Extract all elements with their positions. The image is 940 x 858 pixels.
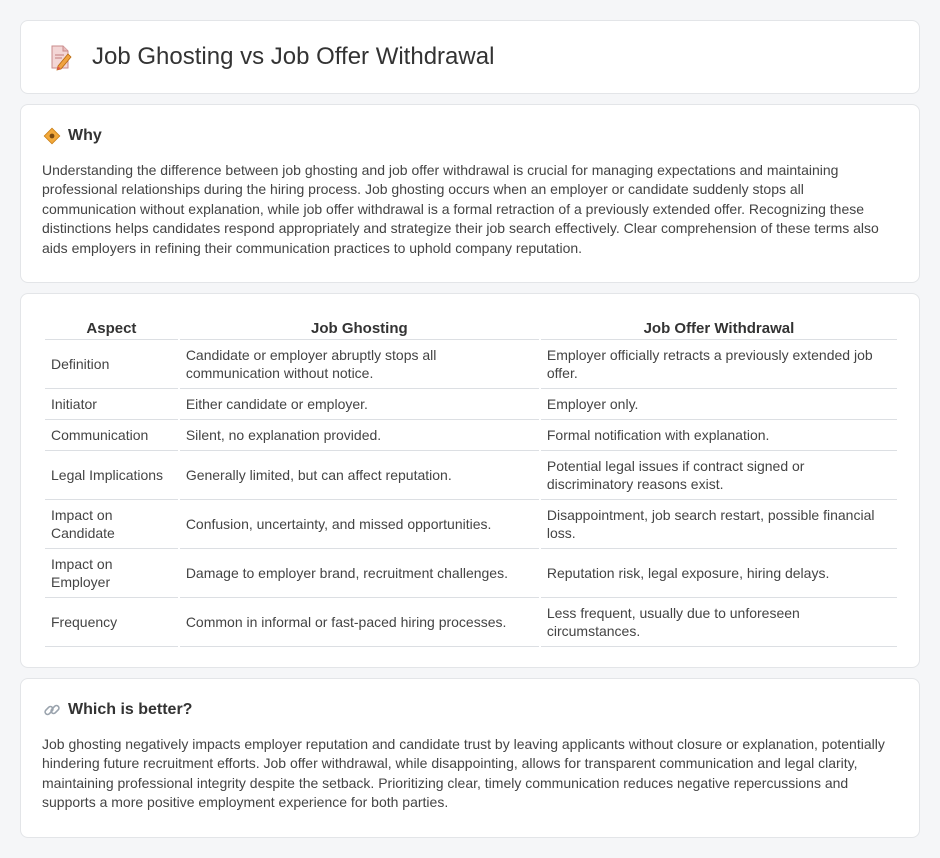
row-withdrawal: Potential legal issues if contract signed or discriminatory reasons exist. [541, 451, 897, 500]
row-aspect: Communication [45, 420, 178, 451]
row-withdrawal: Employer officially retracts a previously extended job offer. [541, 340, 897, 389]
table-row [45, 420, 897, 451]
why-heading [21, 105, 919, 145]
table-row [45, 451, 897, 500]
row-withdrawal: Disappointment, job search restart, possible financial loss. [541, 500, 897, 549]
table-row [45, 500, 897, 549]
row-aspect: Legal Implications [45, 451, 178, 500]
comparison-table [43, 314, 899, 647]
row-aspect: Impact on Candidate [45, 500, 178, 549]
row-withdrawal: Formal notification with explanation. [541, 420, 897, 451]
table-row [45, 389, 897, 420]
header-job-ghosting: Job Ghosting [180, 314, 539, 340]
row-ghosting: Generally limited, but can affect reputation. [180, 451, 539, 500]
why-text: Understanding the difference between job ghosting and job offer withdrawal is crucial for managing expectations and maintaining professional relationships during the hiring process. Job ghosting occurs when an employer or candidate suddenly stops all communication without explanation, while job offer withdrawal is a formal retraction of a previously extended offer. Recognizing these distinctions helps candidates respond appropriately and strategize their job search effectively. Clear comprehension of these terms also aids employers in refining their communication practices to uphold company reputation. [42, 162, 879, 256]
row-ghosting: Candidate or employer abruptly stops all communication without notice. [180, 340, 539, 389]
table-row [45, 340, 897, 389]
link-icon [43, 701, 61, 719]
row-ghosting: Confusion, uncertainty, and missed opportunities. [180, 500, 539, 549]
header-aspect: Aspect [45, 314, 178, 340]
better-text: Job ghosting negatively impacts employer reputation and candidate trust by leaving applicants without closure or explanation, potentially hindering future recruitment efforts. Job offer withdrawal, while disappointing, allows for transparent communication and legal clarity, maintaining professional integrity despite the setback. Prioritizing clear, timely communication reduces negative repercussions and supports a more positive employment experience for both parties. [42, 736, 885, 811]
table-header-row [45, 314, 897, 340]
comparison-table-card [20, 293, 920, 668]
row-ghosting: Either candidate or employer. [180, 389, 539, 420]
row-aspect: Definition [45, 340, 178, 389]
row-withdrawal: Less frequent, usually due to unforeseen circumstances. [541, 598, 897, 647]
row-ghosting: Common in informal or fast-paced hiring processes. [180, 598, 539, 647]
row-ghosting: Damage to employer brand, recruitment challenges. [180, 549, 539, 598]
document-pencil-icon [46, 43, 74, 71]
why-title: Why [68, 127, 102, 144]
header-job-offer-withdrawal: Job Offer Withdrawal [541, 314, 897, 340]
better-heading [21, 679, 919, 719]
page-title: Job Ghosting vs Job Offer Withdrawal [92, 43, 495, 70]
row-aspect: Initiator [45, 389, 178, 420]
row-withdrawal: Employer only. [541, 389, 897, 420]
title-card [20, 20, 920, 94]
why-section [20, 104, 920, 283]
which-is-better-section [20, 678, 920, 838]
diamond-sign-icon [43, 127, 61, 145]
table-row [45, 598, 897, 647]
title-row [21, 21, 919, 93]
table-row [45, 549, 897, 598]
row-ghosting: Silent, no explanation provided. [180, 420, 539, 451]
row-withdrawal: Reputation risk, legal exposure, hiring delays. [541, 549, 897, 598]
better-title: Which is better? [68, 701, 193, 718]
row-aspect: Impact on Employer [45, 549, 178, 598]
row-aspect: Frequency [45, 598, 178, 647]
